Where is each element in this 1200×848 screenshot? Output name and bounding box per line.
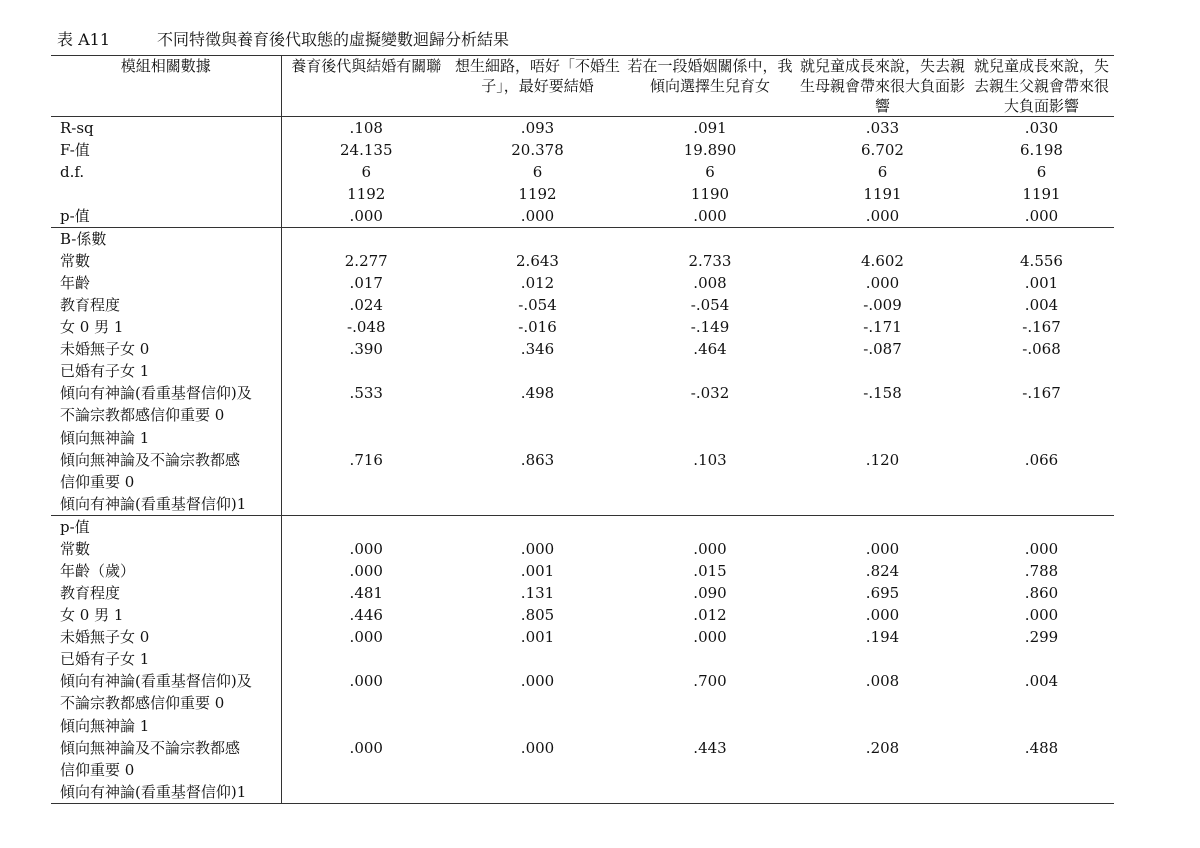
table-cell-col1	[281, 427, 451, 449]
table-cell-col2: 2.643	[516, 252, 559, 270]
table-cell-col3: 6	[705, 163, 715, 181]
table-row	[51, 538, 1114, 560]
header-row	[51, 56, 1114, 117]
table-cell-col1: .716	[349, 451, 383, 469]
table-cell-col2: .000	[520, 739, 555, 757]
table-cell-col1: .446	[349, 606, 383, 624]
table-cell-col5	[969, 692, 1114, 715]
table-cell-col5: .299	[1024, 628, 1059, 646]
table-cell-col2: .498	[520, 384, 555, 402]
row-label: B-係數	[51, 228, 281, 251]
table-row	[51, 604, 1114, 626]
row-label: 年齡（歲）	[51, 560, 281, 582]
table-cell-col1: 24.135	[340, 141, 393, 159]
table-cell-col2: -.016	[518, 318, 557, 336]
table-cell-col4	[796, 427, 969, 449]
table-cell-col2	[451, 360, 624, 382]
table-cell-col4: .000	[865, 207, 900, 225]
table-cell-col1	[281, 781, 451, 804]
table-cell-col5	[969, 427, 1114, 449]
table-cell-col5: .004	[1024, 672, 1059, 690]
table-cell-col4	[796, 759, 969, 781]
table-row	[51, 670, 1114, 692]
table-row	[51, 471, 1114, 493]
table-cell-col3: .012	[693, 606, 727, 624]
table-cell-col1: 1192	[347, 185, 386, 203]
table-cell-col5	[969, 404, 1114, 427]
table-cell-col5: -.167	[1022, 318, 1061, 336]
column-header-3: 若在一段婚姻關係中，我傾向選擇生兒育女	[624, 56, 796, 117]
table-cell-col2: .863	[520, 451, 555, 469]
table-cell-col4: 6	[877, 163, 888, 181]
row-label: 已婚有子女 1	[51, 360, 281, 382]
table-cell-col5: .001	[1024, 274, 1059, 292]
table-row	[51, 117, 1114, 140]
table-cell-col3: .008	[693, 274, 727, 292]
table-row	[51, 626, 1114, 648]
table-cell-col4: -.171	[863, 318, 902, 336]
table-cell-col4: .033	[865, 119, 900, 137]
table-cell-col4: .194	[865, 628, 900, 646]
table-cell-col4: -.009	[863, 296, 902, 314]
row-label-header: 模組相關數據	[51, 56, 281, 117]
column-header-2: 想生細路，唔好「不婚生子」，最好要結婚	[451, 56, 624, 117]
table-row	[51, 139, 1114, 161]
table-caption	[57, 29, 509, 51]
row-label: 未婚無子女 0	[51, 626, 281, 648]
table-cell-col3: 2.733	[688, 252, 732, 270]
table-row	[51, 759, 1114, 781]
table-cell-col1	[281, 759, 451, 781]
table-cell-col3	[624, 715, 796, 737]
row-label: 教育程度	[51, 294, 281, 316]
table-cell-col3: -.032	[690, 384, 730, 402]
table-cell-col3	[624, 404, 796, 427]
table-cell-col5: .488	[1024, 739, 1059, 757]
table-cell-col5: .004	[1024, 296, 1059, 314]
table-cell-col3	[624, 360, 796, 382]
table-cell-col1: .108	[349, 119, 383, 137]
table-cell-col4	[796, 493, 969, 516]
table-row	[51, 493, 1114, 516]
table-cell-col2: .012	[520, 274, 555, 292]
row-label: 女 0 男 1	[51, 316, 281, 338]
table-row	[51, 449, 1114, 471]
table-cell-col1	[281, 648, 451, 670]
table-cell-col2	[451, 404, 624, 427]
row-label: p-值	[51, 516, 281, 539]
table-cell-col3: 19.890	[683, 141, 737, 159]
table-cell-col2: .805	[520, 606, 555, 624]
table-row	[51, 781, 1114, 804]
table-row	[51, 338, 1114, 360]
table-cell-col1: .024	[349, 296, 383, 314]
table-cell-col5	[969, 493, 1114, 516]
table-row	[51, 427, 1114, 449]
row-label: F-值	[51, 139, 281, 161]
table-cell-col4: 6.702	[861, 141, 904, 159]
table-cell-col1	[281, 228, 451, 251]
table-cell-col4: .695	[865, 584, 900, 602]
table-number: 表 A11	[57, 30, 111, 49]
regression-table	[51, 55, 1114, 804]
table-cell-col3	[624, 516, 796, 539]
table-cell-col4	[796, 648, 969, 670]
table-cell-col5: .788	[1024, 562, 1059, 580]
table-cell-col4	[796, 692, 969, 715]
table-cell-col1: 2.277	[344, 252, 388, 270]
row-label: 女 0 男 1	[51, 604, 281, 626]
table-cell-col4	[796, 228, 969, 251]
row-label: 不論宗教都感信仰重要 0	[51, 692, 281, 715]
table-cell-col4: .000	[865, 540, 900, 558]
table-cell-col4: .000	[865, 274, 900, 292]
row-label: 常數	[51, 538, 281, 560]
table-cell-col2: .000	[520, 672, 555, 690]
table-cell-col3	[624, 427, 796, 449]
table-cell-col5: 6	[1036, 163, 1047, 181]
table-cell-col2	[451, 692, 624, 715]
column-header-1: 養育後代與結婚有關聯	[281, 56, 451, 117]
table-cell-col3: 1190	[690, 185, 730, 203]
row-label: 傾向有神論(看重基督信仰)及	[51, 382, 281, 404]
row-label: 傾向無神論及不論宗教都感	[51, 449, 281, 471]
table-row	[51, 316, 1114, 338]
table-cell-col5: .030	[1024, 119, 1059, 137]
table-cell-col2	[451, 493, 624, 516]
row-label: 已婚有子女 1	[51, 648, 281, 670]
table-cell-col2	[451, 516, 624, 539]
table-row	[51, 183, 1114, 205]
table-cell-col2: .001	[520, 628, 555, 646]
table-cell-col3	[624, 781, 796, 804]
table-cell-col4: .120	[865, 451, 900, 469]
row-label: 年齡	[51, 272, 281, 294]
table-cell-col2: 20.378	[511, 141, 564, 159]
table-cell-col5: .000	[1024, 540, 1059, 558]
row-label: 傾向有神論(看重基督信仰)1	[51, 781, 281, 804]
table-row	[51, 205, 1114, 228]
table-cell-col4: -.158	[863, 384, 902, 402]
table-body	[51, 117, 1114, 804]
column-header-5: 就兒童成長來說，失去親生父親會帶來很大負面影響	[969, 56, 1114, 117]
row-label: 常數	[51, 250, 281, 272]
table-cell-col5: 4.556	[1020, 252, 1063, 270]
row-label: R-sq	[51, 117, 281, 140]
table-cell-col4: 4.602	[861, 252, 904, 270]
table-row	[51, 272, 1114, 294]
table-cell-col5	[969, 759, 1114, 781]
table-row	[51, 294, 1114, 316]
row-label: 教育程度	[51, 582, 281, 604]
table-cell-col3: .000	[693, 540, 727, 558]
table-cell-col5: .000	[1024, 606, 1059, 624]
table-cell-col1: .533	[349, 384, 383, 402]
table-cell-col1: .390	[349, 340, 383, 358]
table-cell-col1: .000	[349, 207, 383, 225]
table-cell-col3: .443	[693, 739, 727, 757]
table-row	[51, 692, 1114, 715]
table-cell-col3: .700	[693, 672, 727, 690]
table-cell-col4	[796, 471, 969, 493]
table-cell-col3: -.149	[690, 318, 730, 336]
table-cell-col4	[796, 781, 969, 804]
table-cell-col3: .015	[693, 562, 727, 580]
table-cell-col5	[969, 648, 1114, 670]
table-cell-col3	[624, 648, 796, 670]
table-cell-col1: .481	[349, 584, 383, 602]
row-label: 傾向無神論及不論宗教都感	[51, 737, 281, 759]
table-cell-col4: -.087	[863, 340, 902, 358]
table-row	[51, 582, 1114, 604]
table-cell-col3: .103	[693, 451, 727, 469]
table-cell-col1: .000	[349, 739, 383, 757]
table-row	[51, 228, 1114, 251]
table-cell-col4	[796, 360, 969, 382]
row-label	[51, 183, 281, 205]
table-cell-col2: -.054	[518, 296, 557, 314]
table-cell-col3: -.054	[690, 296, 730, 314]
row-label: 傾向有神論(看重基督信仰)及	[51, 670, 281, 692]
table-cell-col3	[624, 228, 796, 251]
table-cell-col1	[281, 360, 451, 382]
table-cell-col5	[969, 360, 1114, 382]
row-label: 傾向有神論(看重基督信仰)1	[51, 493, 281, 516]
table-row	[51, 404, 1114, 427]
table-cell-col4: .208	[865, 739, 900, 757]
table-row	[51, 560, 1114, 582]
table-cell-col1	[281, 471, 451, 493]
table-cell-col1: .000	[349, 672, 383, 690]
table-row	[51, 382, 1114, 404]
table-cell-col2	[451, 228, 624, 251]
table-cell-col1: .000	[349, 540, 383, 558]
table-cell-col2	[451, 759, 624, 781]
table-cell-col2: .001	[520, 562, 555, 580]
row-label: 傾向無神論 1	[51, 427, 281, 449]
table-cell-col3: .090	[693, 584, 727, 602]
table-cell-col2	[451, 715, 624, 737]
table-cell-col4	[796, 715, 969, 737]
table-cell-col3	[624, 493, 796, 516]
table-cell-col4	[796, 516, 969, 539]
table-cell-col4: .000	[865, 606, 900, 624]
table-cell-col5	[969, 471, 1114, 493]
table-row	[51, 250, 1114, 272]
table-cell-col2: .000	[520, 207, 555, 225]
table-cell-col2: .346	[520, 340, 555, 358]
table-cell-col5: -.167	[1022, 384, 1061, 402]
table-cell-col1	[281, 692, 451, 715]
table-cell-col2	[451, 781, 624, 804]
table-cell-col4: .824	[865, 562, 900, 580]
table-cell-col3: .000	[693, 207, 727, 225]
table-cell-col5: 6.198	[1020, 141, 1063, 159]
table-cell-col5	[969, 516, 1114, 539]
row-label: d.f.	[51, 161, 281, 183]
table-cell-col2: 6	[532, 163, 543, 181]
row-label: 信仰重要 0	[51, 471, 281, 493]
table-cell-col5: .066	[1024, 451, 1059, 469]
table-cell-col3: .091	[693, 119, 727, 137]
table-cell-col5: .860	[1024, 584, 1059, 602]
table-cell-col5: -.068	[1022, 340, 1061, 358]
table-cell-col2: .000	[520, 540, 555, 558]
table-row	[51, 360, 1114, 382]
table-cell-col1: .017	[349, 274, 383, 292]
table-title: 不同特徵與養育後代取態的虛擬變數迴歸分析結果	[157, 30, 510, 49]
table-cell-col2: .131	[520, 584, 555, 602]
row-label: p-值	[51, 205, 281, 228]
table-row	[51, 715, 1114, 737]
row-label: 未婚無子女 0	[51, 338, 281, 360]
table-cell-col1: .000	[349, 562, 383, 580]
row-label: 不論宗教都感信仰重要 0	[51, 404, 281, 427]
table-cell-col3: .000	[693, 628, 727, 646]
row-label: 信仰重要 0	[51, 759, 281, 781]
table-cell-col1: 6	[361, 163, 372, 181]
table-cell-col1: .000	[349, 628, 383, 646]
table-cell-col3	[624, 759, 796, 781]
row-label: 傾向無神論 1	[51, 715, 281, 737]
table-cell-col2	[451, 648, 624, 670]
table-cell-col2: 1192	[518, 185, 557, 203]
table-cell-col1	[281, 516, 451, 539]
table-cell-col1: -.048	[347, 318, 386, 336]
column-header-4: 就兒童成長來說，失去親生母親會帶來很大負面影響	[796, 56, 969, 117]
table-cell-col2	[451, 427, 624, 449]
table-row	[51, 516, 1114, 539]
table-row	[51, 161, 1114, 183]
table-cell-col4	[796, 404, 969, 427]
table-cell-col3	[624, 692, 796, 715]
table-cell-col5: .000	[1024, 207, 1059, 225]
table-cell-col5	[969, 228, 1114, 251]
table-cell-col2: .093	[520, 119, 555, 137]
table-row	[51, 648, 1114, 670]
table-cell-col5	[969, 781, 1114, 804]
table-cell-col1	[281, 715, 451, 737]
table-cell-col4: 1191	[863, 185, 902, 203]
table-cell-col4: .008	[865, 672, 900, 690]
table-cell-col1	[281, 493, 451, 516]
table-cell-col1	[281, 404, 451, 427]
table-row	[51, 737, 1114, 759]
table-cell-col5: 1191	[1022, 185, 1061, 203]
table-cell-col5	[969, 715, 1114, 737]
table-cell-col2	[451, 471, 624, 493]
table-cell-col3: .464	[693, 340, 727, 358]
table-cell-col3	[624, 471, 796, 493]
